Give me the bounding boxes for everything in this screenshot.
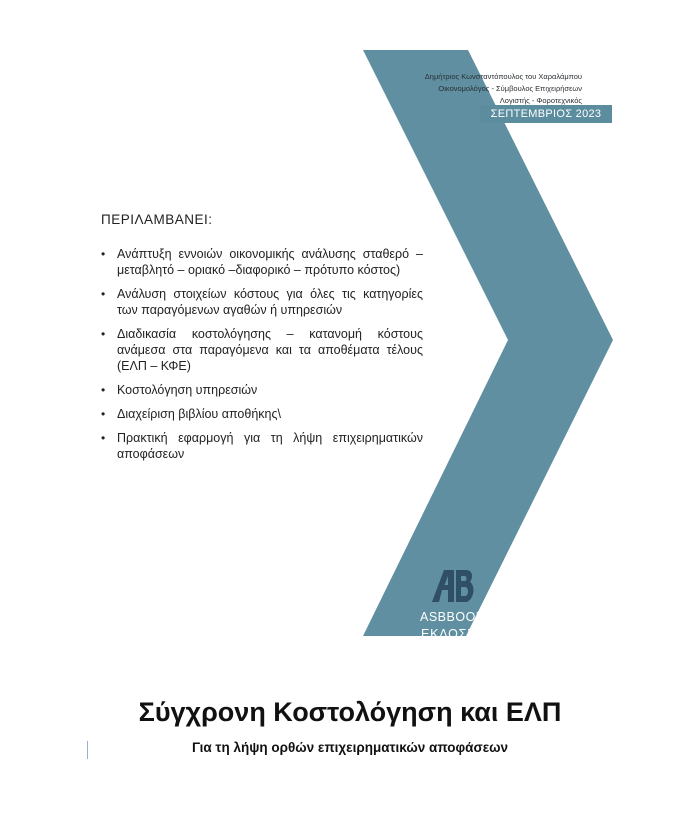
author-name: Δημήτριος Κωνσταντόπουλος του Χαραλάμπου [424,72,582,81]
author-block [425,71,582,107]
logo-publisher-label: ΕΚΔΟΣΕΙΣ [421,627,490,641]
feature-text: Διαδικασία κοστολόγησης – κατανομή κόστους ανάμεσα στα παραγόμενα και τα αποθέματα τέλους (ΕΛΠ – ΚΦΕ) [117,327,423,373]
book-title: Σύγχρονη Κοστολόγηση και ΕΛΠ [138,697,562,727]
feature-item [101,430,423,462]
features-list [101,246,423,470]
bullet-icon: • [101,431,106,445]
feature-text: Κοστολόγηση υπηρεσιών [117,383,258,397]
bullet-icon: • [101,327,106,341]
author-role-1: Οικονομολόγος - Σύμβουλος Επιχειρήσεων [438,84,582,93]
feature-text: Πρακτική εφαρμογή για τη λήψη επιχειρηματικών αποφάσεων [117,431,423,461]
feature-item [101,286,423,318]
feature-item [101,406,423,422]
bullet-icon: • [101,287,106,301]
publisher-logo [408,568,498,641]
feature-item [101,382,423,398]
author-role-2: Λογιστής - Φοροτεχνικός [499,96,582,105]
bullet-icon: • [101,407,106,421]
logo-wordmark: ASBBOOKS [420,610,494,624]
date-banner: ΣΕΠΤΕΜΒΡΙΟΣ 2023 [480,105,612,123]
text-cursor-mark [87,741,88,759]
includes-heading: ΠΕΡΙΛΑΜΒΑΝΕΙ: [101,212,213,227]
feature-text: Ανάλυση στοιχείων κόστους για όλες τις κατηγορίες των παραγόμενων αγαθών ή υπηρεσιών [117,287,423,317]
feature-text: Διαχείριση βιβλίου αποθήκης\ [117,407,281,421]
asb-logo-icon [430,568,476,604]
bullet-icon: • [101,247,106,261]
bullet-icon: • [101,383,106,397]
feature-item [101,246,423,278]
feature-item [101,326,423,374]
feature-text: Ανάπτυξη εννοιών οικονομικής ανάλυσης σταθερό – μεταβλητό – οριακό –διαφορικό – πρότυπο κόστος) [117,247,423,277]
book-subtitle: Για τη λήψη ορθών επιχειρηματικών αποφάσεων [191,740,509,755]
